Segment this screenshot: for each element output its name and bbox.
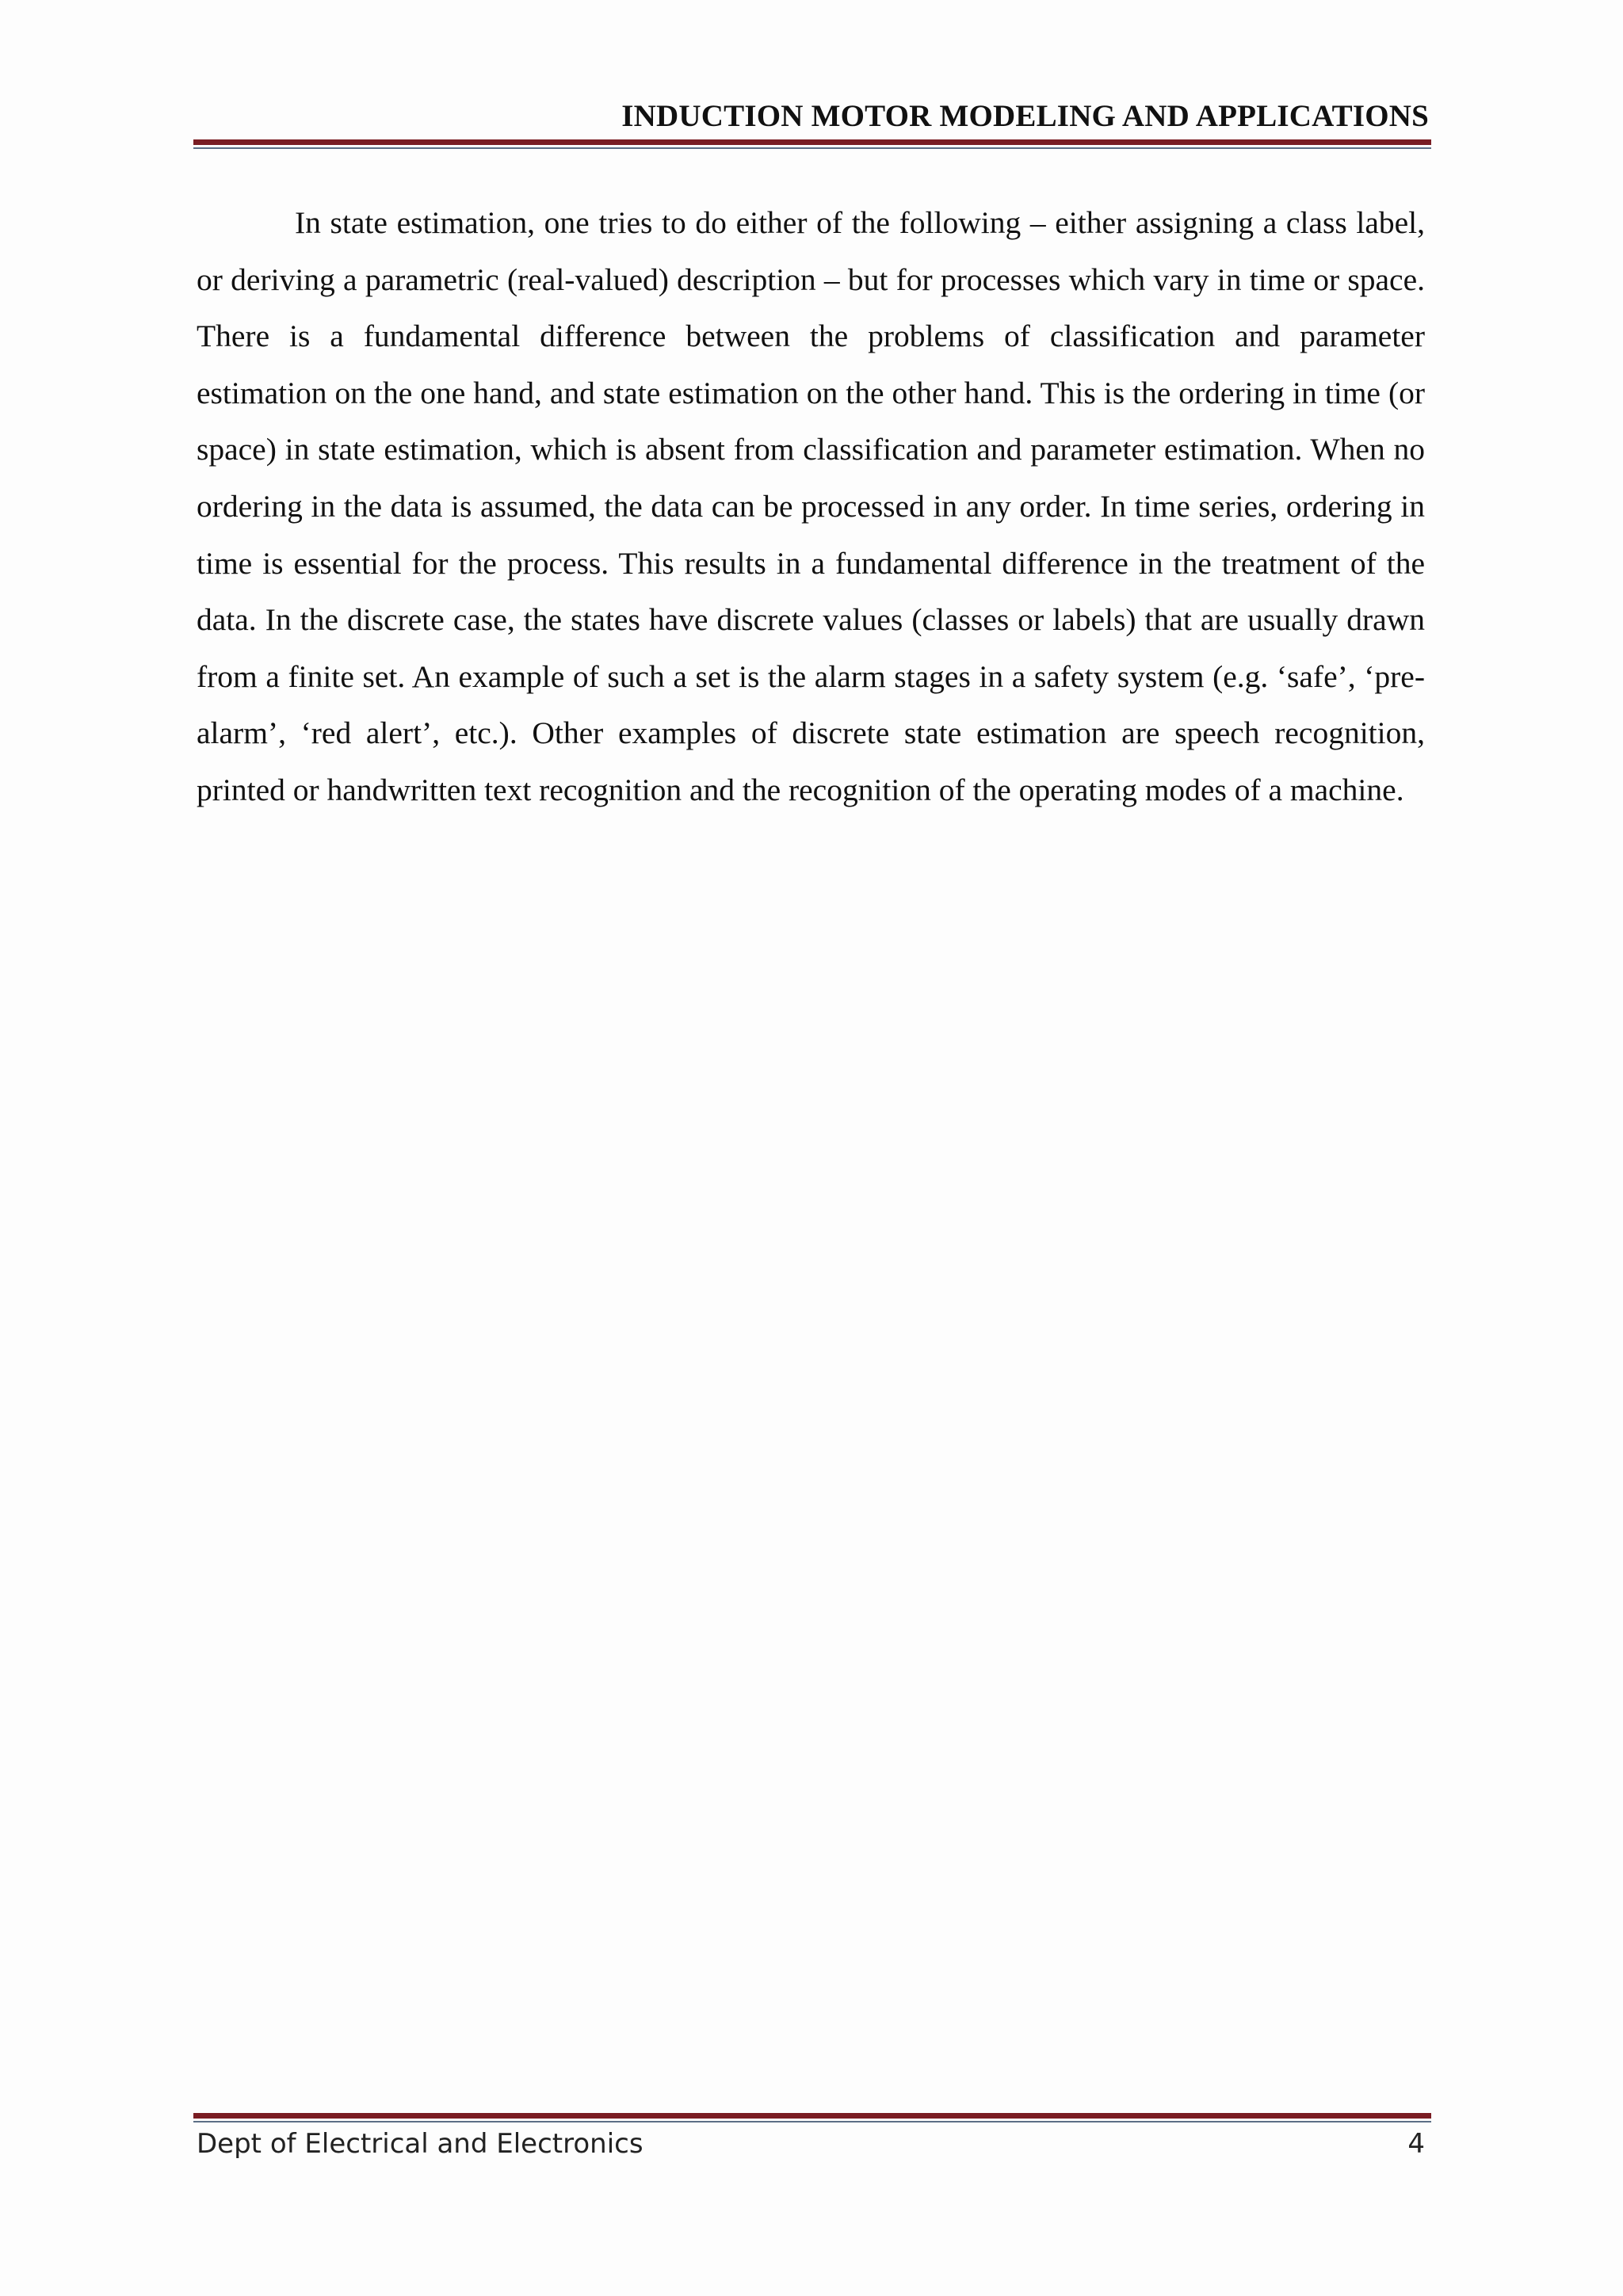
header-rule bbox=[193, 139, 1431, 149]
footer-rule-thin-line bbox=[193, 2121, 1431, 2122]
body-paragraph: In state estimation, one tries to do either of the following – either assigning a class label, or deriving a parametric (real-valued) description – but for processes which vary in time or space. There is a fundamental difference between the problems of classification and parameter estimation on the one hand, and state estimation on the other hand. This is the ordering in time (or space) in state estimation, which is absent from classification and parameter estimation. When no ordering in the data is assumed, the data can be processed in any order. In time series, ordering in time is essential for the process. This results in a fundamental difference in the treatment of the data. In the discrete case, the states have discrete values (classes or labels) that are usually drawn from a finite set. An example of such a set is the alarm stages in a safety system (e.g. ‘safe’, ‘pre-alarm’, ‘red alert’, etc.). Other examples of discrete state estimation are speech recognition, printed or handwritten text recognition and the recognition of the operating modes of a machine. bbox=[197, 205, 1425, 807]
footer-rule bbox=[193, 2113, 1431, 2122]
running-header-title: INDUCTION MOTOR MODELING AND APPLICATIONS bbox=[621, 99, 1429, 133]
footer-page-number: 4 bbox=[1407, 2128, 1425, 2160]
footer-department: Dept of Electrical and Electronics bbox=[197, 2128, 643, 2160]
footer-rule-thick-line bbox=[193, 2113, 1431, 2119]
header-rule-thin-line bbox=[193, 147, 1431, 149]
header-rule-thick-line bbox=[193, 139, 1431, 145]
